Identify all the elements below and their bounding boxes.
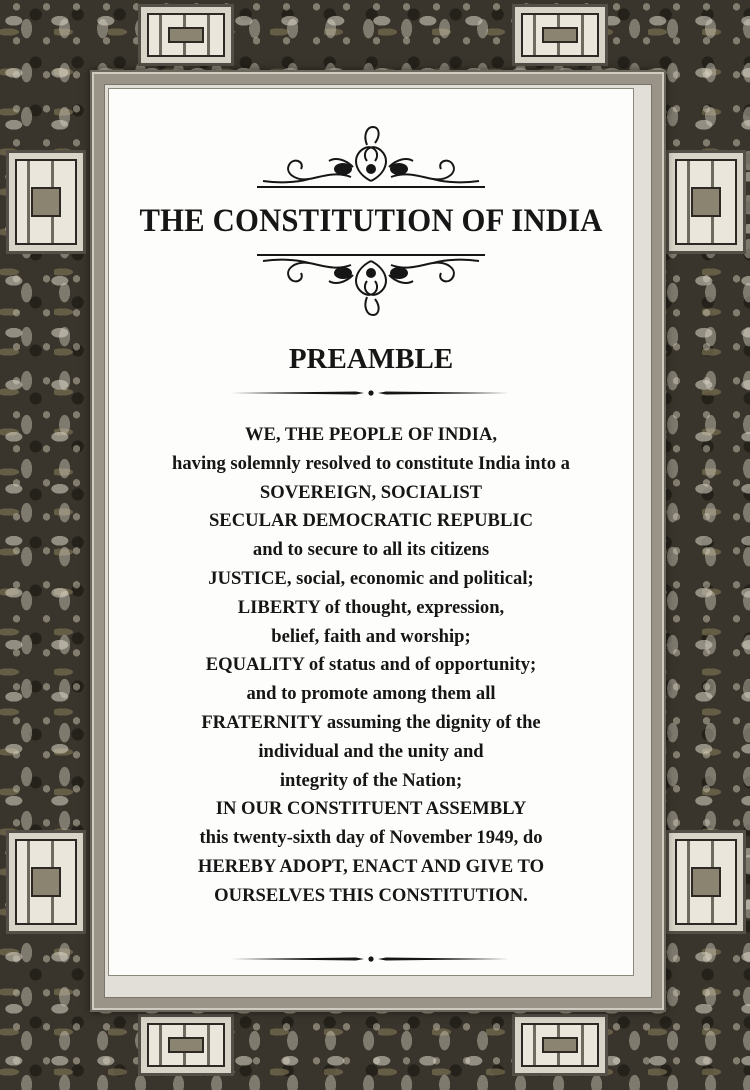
preamble-line: FRATERNITY assuming the dignity of the — [201, 711, 541, 733]
document-frame — [90, 70, 666, 1012]
preamble-line: HEREBY ADOPT, ENACT AND GIVE TO — [197, 855, 545, 877]
preamble-line: individual and the unity and — [258, 740, 484, 762]
preamble-line: and to promote among them all — [246, 683, 496, 705]
preamble-line: this twenty-sixth day of November 1949, do — [199, 827, 543, 849]
scroll-ornament-icon — [255, 251, 487, 319]
border-panel-top-left — [138, 4, 234, 66]
border-panel-top-right — [512, 4, 608, 66]
preamble-line: SECULAR DEMOCRATIC REPUBLIC — [208, 510, 534, 532]
preamble-line: IN OUR CONSTITUENT ASSEMBLY — [215, 798, 527, 820]
scroll-ornament-icon — [255, 123, 487, 191]
border-panel-bottom-right — [512, 1014, 608, 1076]
preamble-line: belief, faith and worship; — [271, 625, 471, 647]
preamble-line: EQUALITY of status and of opportunity; — [205, 654, 537, 676]
preamble-line: and to secure to all its citizens — [252, 539, 490, 561]
preamble-line: integrity of the Nation; — [279, 769, 463, 791]
document-title: THE CONSTITUTION OF INDIA — [139, 203, 603, 239]
preamble-line: WE, THE PEOPLE OF INDIA, — [244, 424, 498, 445]
preamble-line: LIBERTY of thought, expression, — [237, 596, 505, 618]
document-paper — [108, 88, 634, 976]
document-content — [109, 89, 633, 975]
line-divider-icon — [231, 387, 511, 399]
preamble-text — [109, 421, 633, 911]
preamble-line: SOVEREIGN, SOCIALIST — [259, 481, 483, 503]
preamble-line: having solemnly resolved to constitute India into a — [172, 452, 570, 474]
border-panel-bottom-left — [138, 1014, 234, 1076]
border-panel-right-bottom — [666, 830, 746, 934]
border-panel-left-bottom — [6, 830, 86, 934]
line-divider-icon — [231, 953, 511, 965]
preamble-line: OURSELVES THIS CONSTITUTION. — [214, 884, 528, 906]
border-panel-left-top — [6, 150, 86, 254]
border-panel-right-top — [666, 150, 746, 254]
preamble-heading: PREAMBLE — [288, 343, 454, 375]
preamble-line: JUSTICE, social, economic and political; — [208, 567, 534, 589]
